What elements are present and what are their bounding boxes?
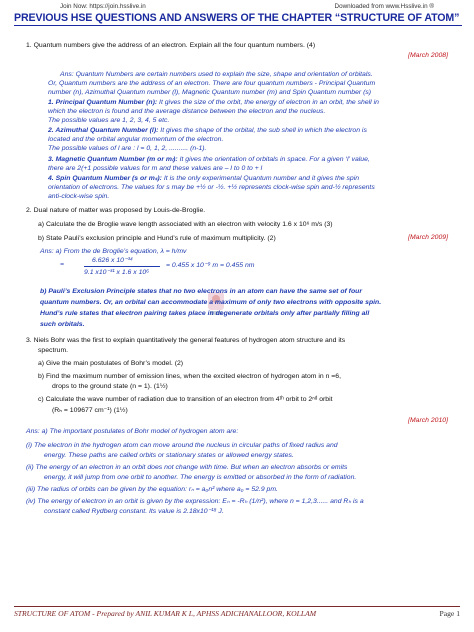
azimuthal-qn-line: located and the orbital angular momentum of the electron. (48, 136, 224, 143)
question-1-ref: [March 2008] (408, 52, 448, 59)
question-1: 1. Quantum numbers give the address of an electron. Explain all the four quantum numbers. (4) (26, 42, 316, 49)
answer-1-line: Ans: Quantum Numbers are certain numbers used to explain the size, shape and orientation of orbitals. (60, 71, 373, 78)
postulate-iv: (iv) The energy of electron in an orbit is given by the expression: Eₙ = -Rₕ (1/n²), where n = 1,2,3...... and Rₕ is a (26, 498, 364, 505)
wavelength-result: = 0.455 x 10⁻⁹ m = 0.455 nm (166, 262, 255, 269)
postulate-i: energy. These paths are called orbits or stationary states or allowed energy states. (44, 452, 294, 459)
question-3c: c) Calculate the wave number of radiation due to transition of an electron from 4ᵗʰ orbit to 2ⁿᵈ orbit (38, 396, 333, 403)
join-link[interactable]: Join Now: https://join.hsslive.in (60, 3, 146, 10)
question-2a: a) Calculate the de Broglie wave length associated with an electron with velocity 1.6 x 10⁶ m/s (3) (38, 221, 333, 228)
answer-1-line: number (n), Azimuthal Quantum number (l), Magnetic Quantum number (m) and Spin Quantum number (s) (48, 89, 372, 96)
principal-qn-line: The possible values are 1, 2, 3, 4, 5 etc. (48, 117, 170, 124)
question-2-ref: [March 2009] (408, 234, 448, 241)
magnetic-qn-line: there are 2(+1 possible values for m and these values are – l to 0 to + l (48, 165, 263, 172)
pauli-principle-line: quantum numbers. Or, an orbital can accommodate a maximum of only two electrons with opposite spin. (40, 299, 382, 306)
azimuthal-qn-line: 2. Azimuthal Quantum Number (l): It gives the shape of the orbital, the sub shell in which the electron is (48, 127, 367, 134)
spin-qn-line: anti-clock-wise spin. (48, 193, 110, 200)
principal-qn-line: which the electron is found and the average distance between the electron and the nucleus. (48, 108, 326, 115)
postulate-ii: energy, it will jump from one orbit to another. The energy is emitted or absorbed in the form of radiation. (44, 474, 357, 481)
question-3b: b) Find the maximum number of emission lines, when the excited electron of hydrogen atom in n =6, (38, 373, 341, 380)
pauli-principle-line: b) Pauli’s Exclusion Principle states that no two electrons in an atom can have the same set of four (40, 288, 362, 295)
question-3-ref: [March 2010] (408, 417, 448, 424)
magnetic-qn-line: 3. Magnetic Quantum Number (m or mₗ): It gives the orientation of orbitals in space. For a given ‘l’ value, (48, 156, 370, 163)
answer-3a: Ans: a) The important postulates of Bohr model of hydrogen atom are: (26, 428, 239, 435)
question-3: 3. Niels Bohr was the first to explain quantitatively the general features of hydrogen atom structure and its (26, 337, 346, 344)
spin-qn-line: 4. Spin Quantum Number (s or mₛ): It is the only experimental Quantum number and it gives the spin (48, 175, 360, 182)
fraction-bar (84, 266, 160, 267)
question-3: spectrum. (38, 347, 69, 354)
question-3b: drops to the ground state (n = 1). (1½) (52, 383, 168, 390)
fraction-denominator: 9.1 x10⁻³¹ x 1.6 x 10⁶ (84, 269, 150, 276)
postulate-i: (i) The electron in the hydrogen atom can move around the nucleus in circular paths of fixed radius and (26, 442, 338, 449)
page-footer (14, 606, 460, 621)
page-number: Page 1 (439, 609, 460, 618)
spin-qn-line: orientation of electrons. The values for s may be +½ or -½. +½ represents clock-wise spin and-½ represents (48, 184, 375, 191)
answer-2a: Ans: a) From the de Broglie’s equation, λ = h/mv (40, 248, 187, 255)
principal-qn-line: 1. Principal Quantum Number (n): It gives the size of the orbit, the energy of electron in an orbit, the shell in (48, 99, 379, 106)
question-2b: b) State Pauli’s exclusion principle and Hund’s rule of maximum multiplicity. (2) (38, 235, 276, 242)
question-3a: a) Give the main postulates of Bohr’s model. (2) (38, 360, 184, 367)
question-3c: (Rₕ = 109677 cm⁻¹) (1½) (52, 407, 128, 414)
question-2: 2. Dual nature of matter was proposed by Louis-de-Broglie. (26, 207, 206, 214)
footer-credit: STRUCTURE OF ATOM - Prepared by ANIL KUMAR K L, APHSS ADICHANALLOOR, KOLLAM (14, 609, 317, 618)
equals-sign: = (60, 261, 64, 268)
hund-rule-line: Hund’s rule states that electron pairing takes place in degenerate orbitals only after partially filling all (40, 310, 370, 317)
postulate-ii: (ii) The energy of an electron in an orbit does not change with time. But when an electron absorbs or emits (26, 464, 348, 471)
page-title: PREVIOUS HSE QUESTIONS AND ANSWERS OF THE CHAPTER “STRUCTURE OF ATOM” (14, 12, 462, 24)
postulate-iv: constant called Rydberg constant. Its value is 2.18x10⁻¹⁸ J. (44, 508, 224, 515)
download-source: Downloaded from www.Hsslive.in ® (334, 3, 434, 10)
hund-rule-line: such orbitals. (40, 321, 85, 328)
fraction-numerator: 6.626 x 10⁻³⁴ (92, 257, 133, 264)
answer-1-line: Or, Quantum numbers are the address of an electron. There are four quantum numbers - Principal Quantum (48, 80, 376, 87)
postulate-iii: (iii) The radius of orbits can be given by the equation: rₙ = a₀n² where a₀ = 52.9 pm. (26, 486, 278, 493)
azimuthal-qn-line: The possible values of l are : l = 0, 1, 2, .......... (n-1). (48, 145, 207, 152)
